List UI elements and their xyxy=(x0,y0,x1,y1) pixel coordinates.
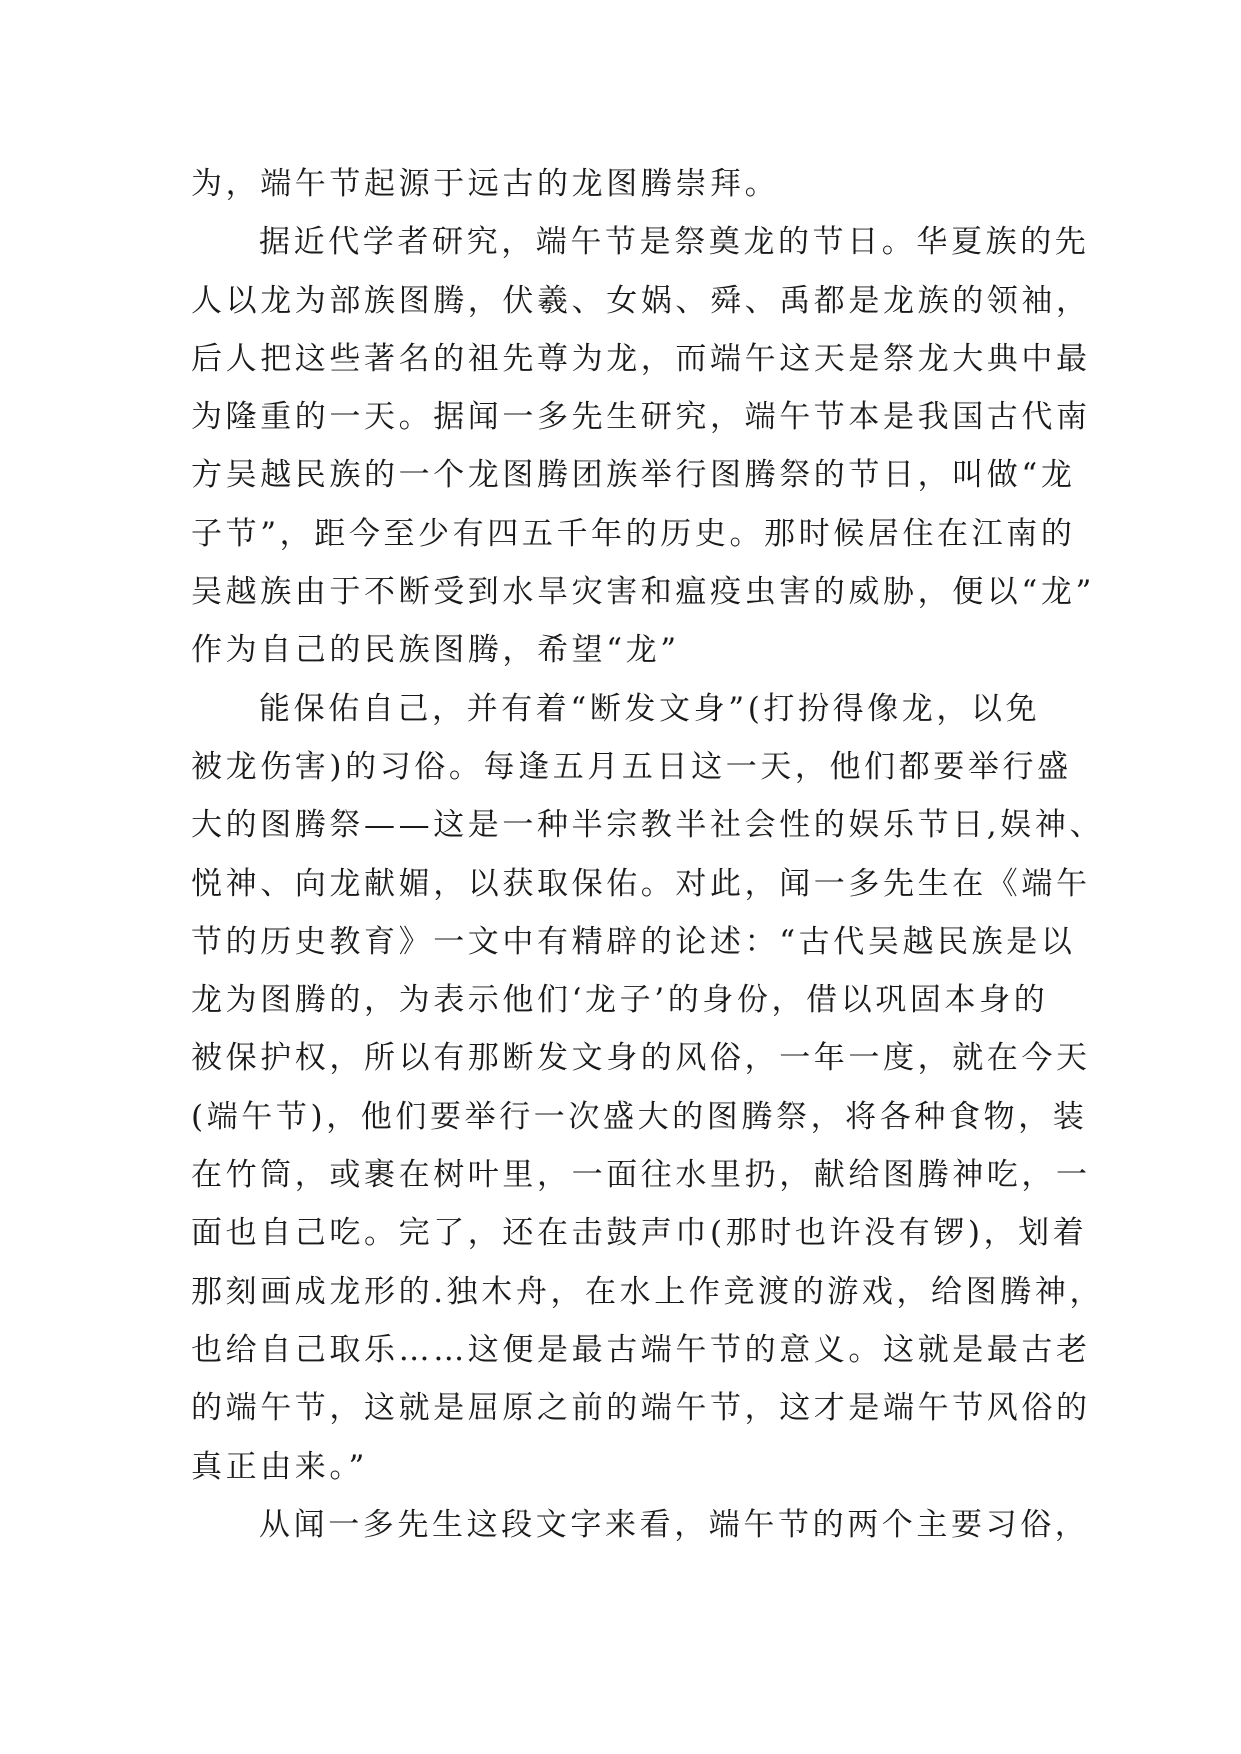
text-line: 被保护权，所以有那断发文身的风俗，一年一度，就在今天 xyxy=(191,1040,1091,1077)
text-line: 吴越族由于不断受到水旱灾害和瘟疫虫害的威胁，便以“龙” xyxy=(191,574,1095,611)
text-line: 人以龙为部族图腾，伏羲、女娲、舜、禹都是龙族的领袖， xyxy=(191,282,1091,319)
text-line: 在竹筒，或裹在树叶里，一面往水里扔，献给图腾神吃，一 xyxy=(191,1157,1091,1194)
paragraph-first-line: 从闻一多先生这段文字来看，端午节的两个主要习俗， xyxy=(259,1506,1090,1543)
body-text xyxy=(191,155,1105,1554)
text-line: 真正由来。” xyxy=(191,1448,368,1485)
text-line: 悦神、向龙献媚，以获取保佑。对此，闻一多先生在《端午 xyxy=(191,865,1091,902)
text-line: 被龙伤害)的习俗。每逢五月五日这一天，他们都要举行盛 xyxy=(191,748,1072,785)
paragraph-first-line: 据近代学者研究，端午节是祭奠龙的节日。华夏族的先 xyxy=(259,224,1090,261)
text-line: 龙为图腾的，为表示他们‘龙子’的身份，借以巩固本身的 xyxy=(191,982,1049,1019)
text-line: (端午节)，他们要举行一次盛大的图腾祭，将各种食物，装 xyxy=(191,1098,1088,1135)
text-line: 为隆重的一天。据闻一多先生研究，端午节本是我国古代南 xyxy=(191,399,1091,436)
paragraph-first-line: 能保佑自己，并有着“断发文身”(打扮得像龙，以免 xyxy=(259,690,1041,727)
text-line: 也给自己取乐……这便是最古端午节的意义。这就是最古老 xyxy=(191,1331,1091,1368)
text-line: 作为自己的民族图腾，希望“龙” xyxy=(191,632,680,669)
text-line: 后人把这些著名的祖先尊为龙，而端午这天是祭龙大典中最 xyxy=(191,340,1091,377)
text-line: 为，端午节起源于远古的龙图腾崇拜。 xyxy=(191,166,780,202)
text-line: 面也自己吃。完了，还在击鼓声巾(那时也许没有锣)，划着 xyxy=(191,1215,1088,1252)
text-line: 大的图腾祭——这是一种半宗教半社会性的娱乐节日,娱神、 xyxy=(191,807,1105,844)
text-line: 那刻画成龙形的.独木舟，在水上作竞渡的游戏，给图腾神， xyxy=(191,1273,1105,1310)
text-line: 子节”，距今至少有四五千年的历史。那时候居住在江南的 xyxy=(191,515,1076,552)
text-line: 方吴越民族的一个龙图腾团族举行图腾祭的节日，叫做“龙 xyxy=(191,457,1076,494)
text-line: 节的历史教育》一文中有精辟的论述：“古代吴越民族是以 xyxy=(191,923,1076,960)
text-line: 的端午节，这就是屈原之前的端午节，这才是端午节风俗的 xyxy=(191,1390,1091,1427)
